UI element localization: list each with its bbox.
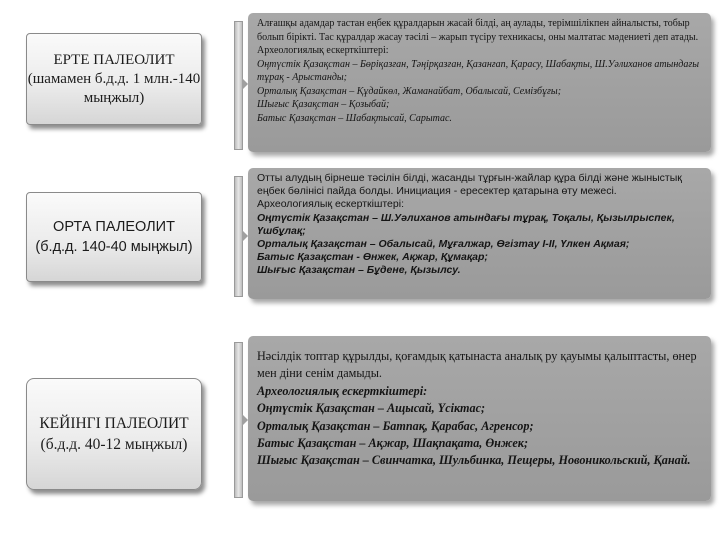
- description-text: Нәсілдік топтар құрылды, қоғамдық қатынаста аналық ру қауымы қалыптасты, өнер мен діни сенім дамыды.: [257, 349, 697, 381]
- site-entry: Оңтүстік Қазақстан – Бөріқазған, Тәңірқазған, Қазанғап, Қарасу, Шабақты, Ш.Уәлиханов атындағы тұрақ - Арыстанды;: [257, 58, 700, 83]
- sites-heading: Археологиялық ескерткіштері:: [257, 383, 428, 398]
- site-entry: Орталық Қазақстан – Обалысай, Мұғалжар, Өгізтау I-II, Үлкен Ақмая;: [257, 238, 630, 251]
- site-entry: Оңтүстік Қазақстан – Ш.Уәлиханов атындағы тұрақ, Тоқалы, Қызылрыспек, Үшбұлақ;: [257, 211, 675, 237]
- site-entry: Оңтүстік Қазақстан – Ащысай, Үсіктас;: [257, 401, 486, 416]
- site-entry: Орталық Қазақстан – Батпақ, Қарабас, Агренсор;: [257, 418, 534, 433]
- period-label: [39, 413, 188, 455]
- period-dates: (б.д.д. 40-12 мыңжыл): [40, 436, 188, 453]
- period-dates: (б.д.д. 140-40 мыңжыл): [35, 239, 193, 255]
- description-panel-late-paleolithic: [248, 336, 711, 501]
- period-box-early-paleolithic: [26, 33, 202, 125]
- description-text: Алғашқы адамдар тастан еңбек құралдарын жасай білді, аң аулады, терімшілікпен айналысты, тобыр болып бірікті. Тас құралдар жасау тәсілі – жарып түсіру техникасы, оны малтатас мәдениеті деп атады.: [257, 18, 699, 43]
- site-entry: Батыс Қазақстан – Шабақтысай, Сарытас.: [257, 112, 452, 124]
- period-label: [35, 217, 192, 257]
- site-entry: Шығыс Қазақстан – Свинчатка, Шульбинка, Пещеры, Новоникольский, Қанай.: [257, 453, 691, 468]
- period-dates: (шамамен б.д.д. 1 млн.-140 мыңжыл): [27, 70, 201, 106]
- sites-heading: Археологиялық ескерткіштері:: [257, 45, 389, 56]
- period-title: КЕЙІНГІ ПАЛЕОЛИТ: [39, 415, 189, 432]
- site-entry: Орталық Қазақстан – Құдайкөл, Жаманайбат, Обалысай, Семізбұғы;: [257, 85, 562, 97]
- sites-heading: Археологиялық ескерткіштері:: [257, 198, 404, 211]
- site-entry: Батыс Қазақстан – Ақжар, Шақпақата, Өнжек;: [257, 436, 529, 451]
- description-panel-early-paleolithic: [248, 13, 711, 152]
- description-text: Отты алудың бірнеше тәсілін білді, жасанды тұрғын-жайлар құра білді және жыныстық еңбек бөлінісі пайда болды. Инициация - ересектер қатарына өту межесі.: [257, 172, 682, 198]
- site-entry: Шығыс Қазақстан – Бұдене, Қызылсу.: [257, 264, 461, 277]
- description-panel-middle-paleolithic: [248, 168, 711, 299]
- period-title: ОРТА ПАЛЕОЛИТ: [53, 219, 175, 235]
- period-label: [27, 51, 201, 108]
- period-box-late-paleolithic: [26, 378, 202, 490]
- period-box-middle-paleolithic: [26, 192, 202, 282]
- site-entry: Шығыс Қазақстан – Қозыбай;: [257, 99, 390, 110]
- period-title: ЕРТЕ ПАЛЕОЛИТ: [53, 51, 175, 68]
- site-entry: Батыс Қазақстан - Өнжек, Ақжар, Құмақар;: [257, 251, 488, 264]
